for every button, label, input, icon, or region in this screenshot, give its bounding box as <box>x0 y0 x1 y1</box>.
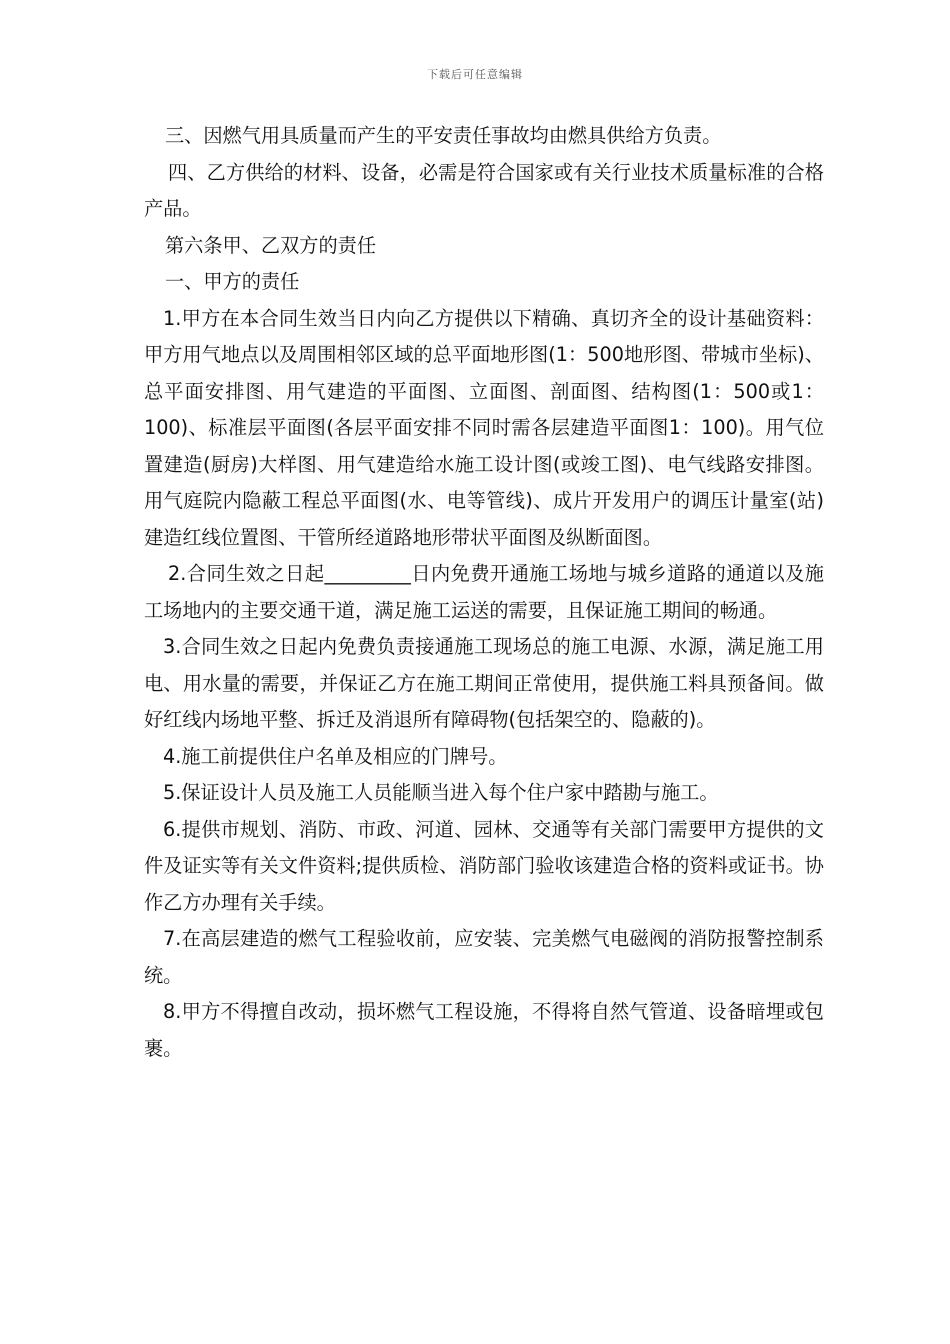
paragraph-item-4: 4.施工前提供住户名单及相应的门牌号。 <box>163 744 508 768</box>
paragraph-item-7: 7.在高层建造的燃气工程验收前，应安装、完美燃气电磁阀的消防报警控制系统。 <box>144 927 824 987</box>
paragraph-item-8: 8.甲方不得擅自改动，损坏燃气工程设施，不得将自然气管道、设备暗埋或包裹。 <box>144 1000 824 1060</box>
paragraph-item-1: 1.甲方在本合同生效当日内向乙方提供以下精确、真切齐全的设计基础资料：甲方用气地点以及周围相邻区域的总平面地形图(1：500地形图、带城市坐标)、总平面安排图、用气建造的平面图、立面图、剖面图、结构图(1：500或1：100)、标准层平面图(各层平面安排不同时需各层建造平面图1：100)。用气位置建造(厨房)大样图、用气建造给水施工设计图(或竣工图)、电气线路安排图。用气庭院内隐蔽工程总平面图(水、电等管线)、成片开发用户的调压计量室(站)建造红线位置图、干管所经道路地形带状平面图及纵断面图。 <box>144 306 824 549</box>
paragraph-item-2: 2.合同生效之日起_________日内免费开通施工场地与城乡道路的通道以及施工场地内的主要交通干道，满足施工运送的需要，且保证施工期间的畅通。 <box>144 562 824 622</box>
article-six-heading: 第六条甲、乙双方的责任 <box>165 233 377 257</box>
paragraph-item-6: 6.提供市规划、消防、市政、河道、园林、交通等有关部门需要甲方提供的文件及证实等有关文件资料;提供质检、消防部门验收该建造合格的资料或证书。协作乙方办理有关手续。 <box>144 817 824 914</box>
paragraph-clause-3: 三、因燃气用具质量而产生的平安责任事故均由燃具供给方负责。 <box>165 124 722 147</box>
section-heading-party-a: 一、甲方的责任 <box>165 270 300 293</box>
page-header-note: 下载后可任意编辑 <box>427 68 523 81</box>
paragraph-clause-4: 四、乙方供给的材料、设备，必需是符合国家或有关行业技术质量标准的合格产品。 <box>144 160 824 220</box>
paragraph-item-3: 3.合同生效之日起内免费负责接通施工现场总的施工电源、水源，满足施工用电、用水量的需要，并保证乙方在施工期间正常使用，提供施工料具预备间。做好红线内场地平整、拆迁及消退所有障碍物(包括架空的、隐蔽的)。 <box>144 635 824 731</box>
document-body <box>144 118 824 1067</box>
paragraph-item-5: 5.保证设计人员及施工人员能顺当进入每个住户家中踏勘与施工。 <box>163 781 719 804</box>
